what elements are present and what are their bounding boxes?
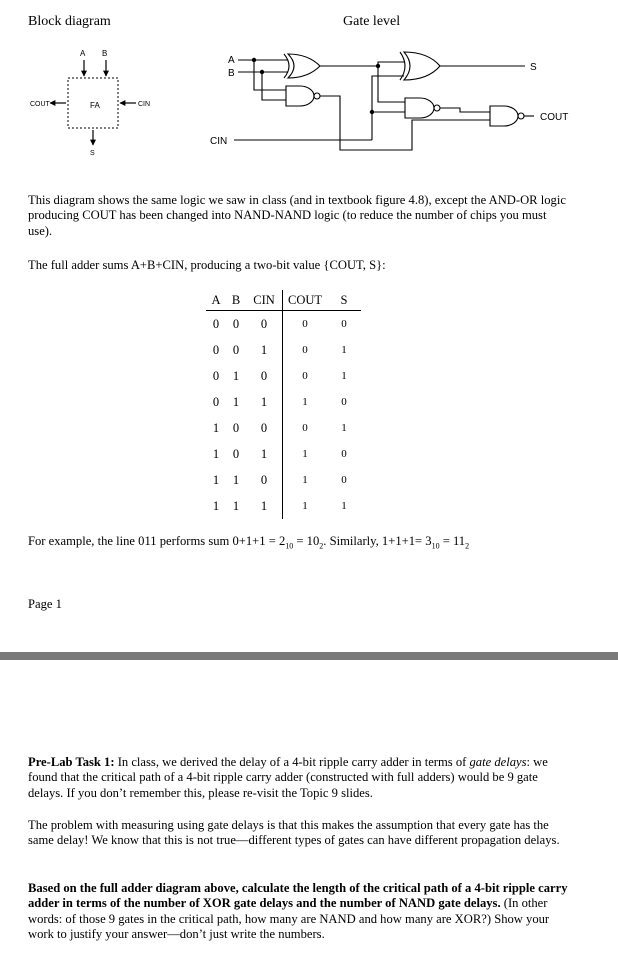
wire-nand2-out bbox=[440, 108, 490, 112]
truth-table-cell: 0 bbox=[341, 396, 347, 408]
truth-table-cell: 1 bbox=[283, 493, 328, 519]
truth-table-cell: 0 bbox=[260, 316, 268, 331]
truth-table-cell: 0 bbox=[212, 342, 220, 357]
truth-table-cell: 1 bbox=[341, 500, 347, 512]
nand2-gate bbox=[405, 98, 434, 118]
wire-xor1-out bbox=[320, 62, 404, 66]
gate-level-diagram bbox=[190, 40, 590, 170]
xor2-gate bbox=[404, 52, 440, 80]
example-sub-4: 2 bbox=[465, 541, 470, 551]
example-part-4: = 11 bbox=[439, 534, 466, 548]
truth-table-row bbox=[206, 441, 361, 467]
gate-input-b: B bbox=[228, 68, 235, 79]
nand1-gate bbox=[286, 86, 314, 106]
truth-table-header bbox=[206, 290, 361, 311]
page-divider bbox=[0, 652, 618, 660]
page-number: Page 1 bbox=[28, 597, 62, 611]
header-cout: COUT bbox=[283, 290, 328, 311]
truth-table-cell: 0 bbox=[260, 472, 268, 487]
truth-table-cell: 1 bbox=[260, 498, 268, 513]
block-diagram bbox=[0, 40, 180, 170]
truth-table-cell: 1 bbox=[212, 420, 220, 435]
block-input-a: A bbox=[80, 49, 86, 58]
truth-table-cell: 1 bbox=[212, 472, 220, 487]
truth-table-cell: 0 bbox=[232, 446, 240, 461]
xor1-back-curve bbox=[284, 54, 289, 78]
example-sub-2: 2 bbox=[319, 541, 324, 551]
truth-table-cell: 1 bbox=[232, 394, 240, 409]
task-emphasis: gate delays bbox=[469, 755, 527, 769]
truth-table-cell: 1 bbox=[341, 344, 347, 356]
header-cin: CIN bbox=[246, 290, 283, 311]
task-text-2: : we found that the critical path of a 4-bit ripple carry adder (constructed with full adders) would be 9 gate delays. If you don’t remember this, please re-visit the Topic 9 slides. bbox=[28, 755, 548, 800]
truth-table-cell: 1 bbox=[260, 446, 268, 461]
header-b: B bbox=[226, 290, 246, 311]
wire-b-to-nand1 bbox=[262, 72, 286, 100]
truth-table-cell: 0 bbox=[283, 363, 328, 389]
truth-table-row bbox=[206, 363, 361, 389]
truth-table-cell: 1 bbox=[232, 368, 240, 383]
wire-xor1-to-nand2 bbox=[378, 66, 405, 102]
truth-table-row bbox=[206, 467, 361, 493]
task-label: Pre-Lab Task 1: bbox=[28, 755, 115, 769]
question-rest: (In other words: of those 9 gates in the critical path, how many are NAND and how many are XOR?) Show your work to justify your answer—don’t just write the numbers. bbox=[28, 896, 550, 942]
full-adder-label: FA bbox=[90, 101, 100, 110]
example-part-3: . Similarly, 1+1+1= 3 bbox=[323, 534, 432, 548]
gate-output-s: S bbox=[530, 62, 537, 73]
wire-cin-to-xor2 bbox=[372, 76, 404, 140]
prelab-task-paragraph bbox=[28, 755, 568, 801]
truth-table-cell: 0 bbox=[212, 394, 220, 409]
example-sub-3: 10 bbox=[431, 541, 440, 551]
nand2-bubble bbox=[434, 105, 440, 111]
xor1-gate bbox=[288, 54, 320, 78]
intro-paragraph: This diagram shows the same logic we saw in class (and in textbook figure 4.8), except the AND-OR logic producing COUT has been changed into NAND-NAND logic (to reduce the number of chips you must use). bbox=[28, 193, 566, 238]
truth-table-cell: 0 bbox=[260, 368, 268, 383]
truth-table-cell: 1 bbox=[260, 394, 268, 409]
nand1-bubble bbox=[314, 93, 320, 99]
block-output-cout: COUT bbox=[30, 101, 50, 108]
truth-table-cell: 0 bbox=[341, 474, 347, 486]
problem-paragraph: The problem with measuring using gate delays is that this makes the assumption that every gate has the same delay! We know that this is not true—different types of gates can have different propagation delays. bbox=[28, 818, 560, 848]
sum-description: The full adder sums A+B+CIN, producing a two-bit value {COUT, S}: bbox=[28, 258, 386, 272]
truth-table-cell: 1 bbox=[283, 389, 328, 415]
header-a: A bbox=[206, 290, 226, 311]
truth-table-cell: 0 bbox=[283, 415, 328, 441]
truth-table-cell: 0 bbox=[341, 318, 347, 330]
example-part-2: = 10 bbox=[293, 534, 320, 548]
truth-table-row bbox=[206, 389, 361, 415]
truth-table-row bbox=[206, 311, 361, 338]
truth-table-cell: 0 bbox=[212, 368, 220, 383]
truth-table-row bbox=[206, 493, 361, 519]
truth-table-cell: 0 bbox=[260, 420, 268, 435]
truth-table-cell: 0 bbox=[232, 316, 240, 331]
example-sub-1: 10 bbox=[285, 541, 294, 551]
truth-table-cell: 1 bbox=[212, 498, 220, 513]
question-paragraph bbox=[28, 881, 568, 943]
truth-table-cell: 1 bbox=[283, 441, 328, 467]
header-s: S bbox=[327, 290, 361, 311]
truth-table-row bbox=[206, 415, 361, 441]
truth-table-cell: 0 bbox=[283, 311, 328, 338]
block-input-cin: CIN bbox=[138, 101, 151, 108]
example-part-1: For example, the line 011 performs sum 0+1+1 = 2 bbox=[28, 534, 286, 548]
wire-a-to-nand1 bbox=[254, 60, 286, 90]
gate-input-a: A bbox=[228, 55, 235, 66]
truth-table-cell: 0 bbox=[232, 342, 240, 357]
truth-table-row bbox=[206, 337, 361, 363]
truth-table-cell: 1 bbox=[260, 342, 268, 357]
truth-table-cell: 0 bbox=[212, 316, 220, 331]
question-bold: Based on the full adder diagram above, calculate the length of the critical path of a 4-bit ripple carry adder in terms of the number of XOR gate delays and the number of NAND gate delays. bbox=[28, 881, 568, 911]
gate-input-cin: CIN bbox=[210, 136, 228, 147]
nand3-bubble bbox=[518, 113, 524, 119]
truth-table-cell: 0 bbox=[341, 448, 347, 460]
truth-table-cell: 1 bbox=[232, 472, 240, 487]
truth-table-cell: 1 bbox=[341, 422, 347, 434]
block-input-b: B bbox=[102, 49, 108, 58]
example-line bbox=[28, 534, 588, 554]
gate-level-heading: Gate level bbox=[343, 14, 401, 29]
block-diagram-heading: Block diagram bbox=[28, 14, 111, 29]
truth-table-cell: 0 bbox=[283, 337, 328, 363]
truth-table-cell: 1 bbox=[212, 446, 220, 461]
truth-table-cell: 0 bbox=[232, 420, 240, 435]
gate-output-cout: COUT bbox=[540, 112, 569, 123]
truth-table-cell: 1 bbox=[341, 370, 347, 382]
nand3-gate bbox=[490, 106, 518, 126]
block-output-s: S bbox=[90, 150, 95, 157]
truth-table-cell: 1 bbox=[232, 498, 240, 513]
truth-table-cell: 1 bbox=[283, 467, 328, 493]
task-text-1: In class, we derived the delay of a 4-bit ripple carry adder in terms of bbox=[114, 755, 470, 769]
truth-table bbox=[206, 290, 361, 519]
